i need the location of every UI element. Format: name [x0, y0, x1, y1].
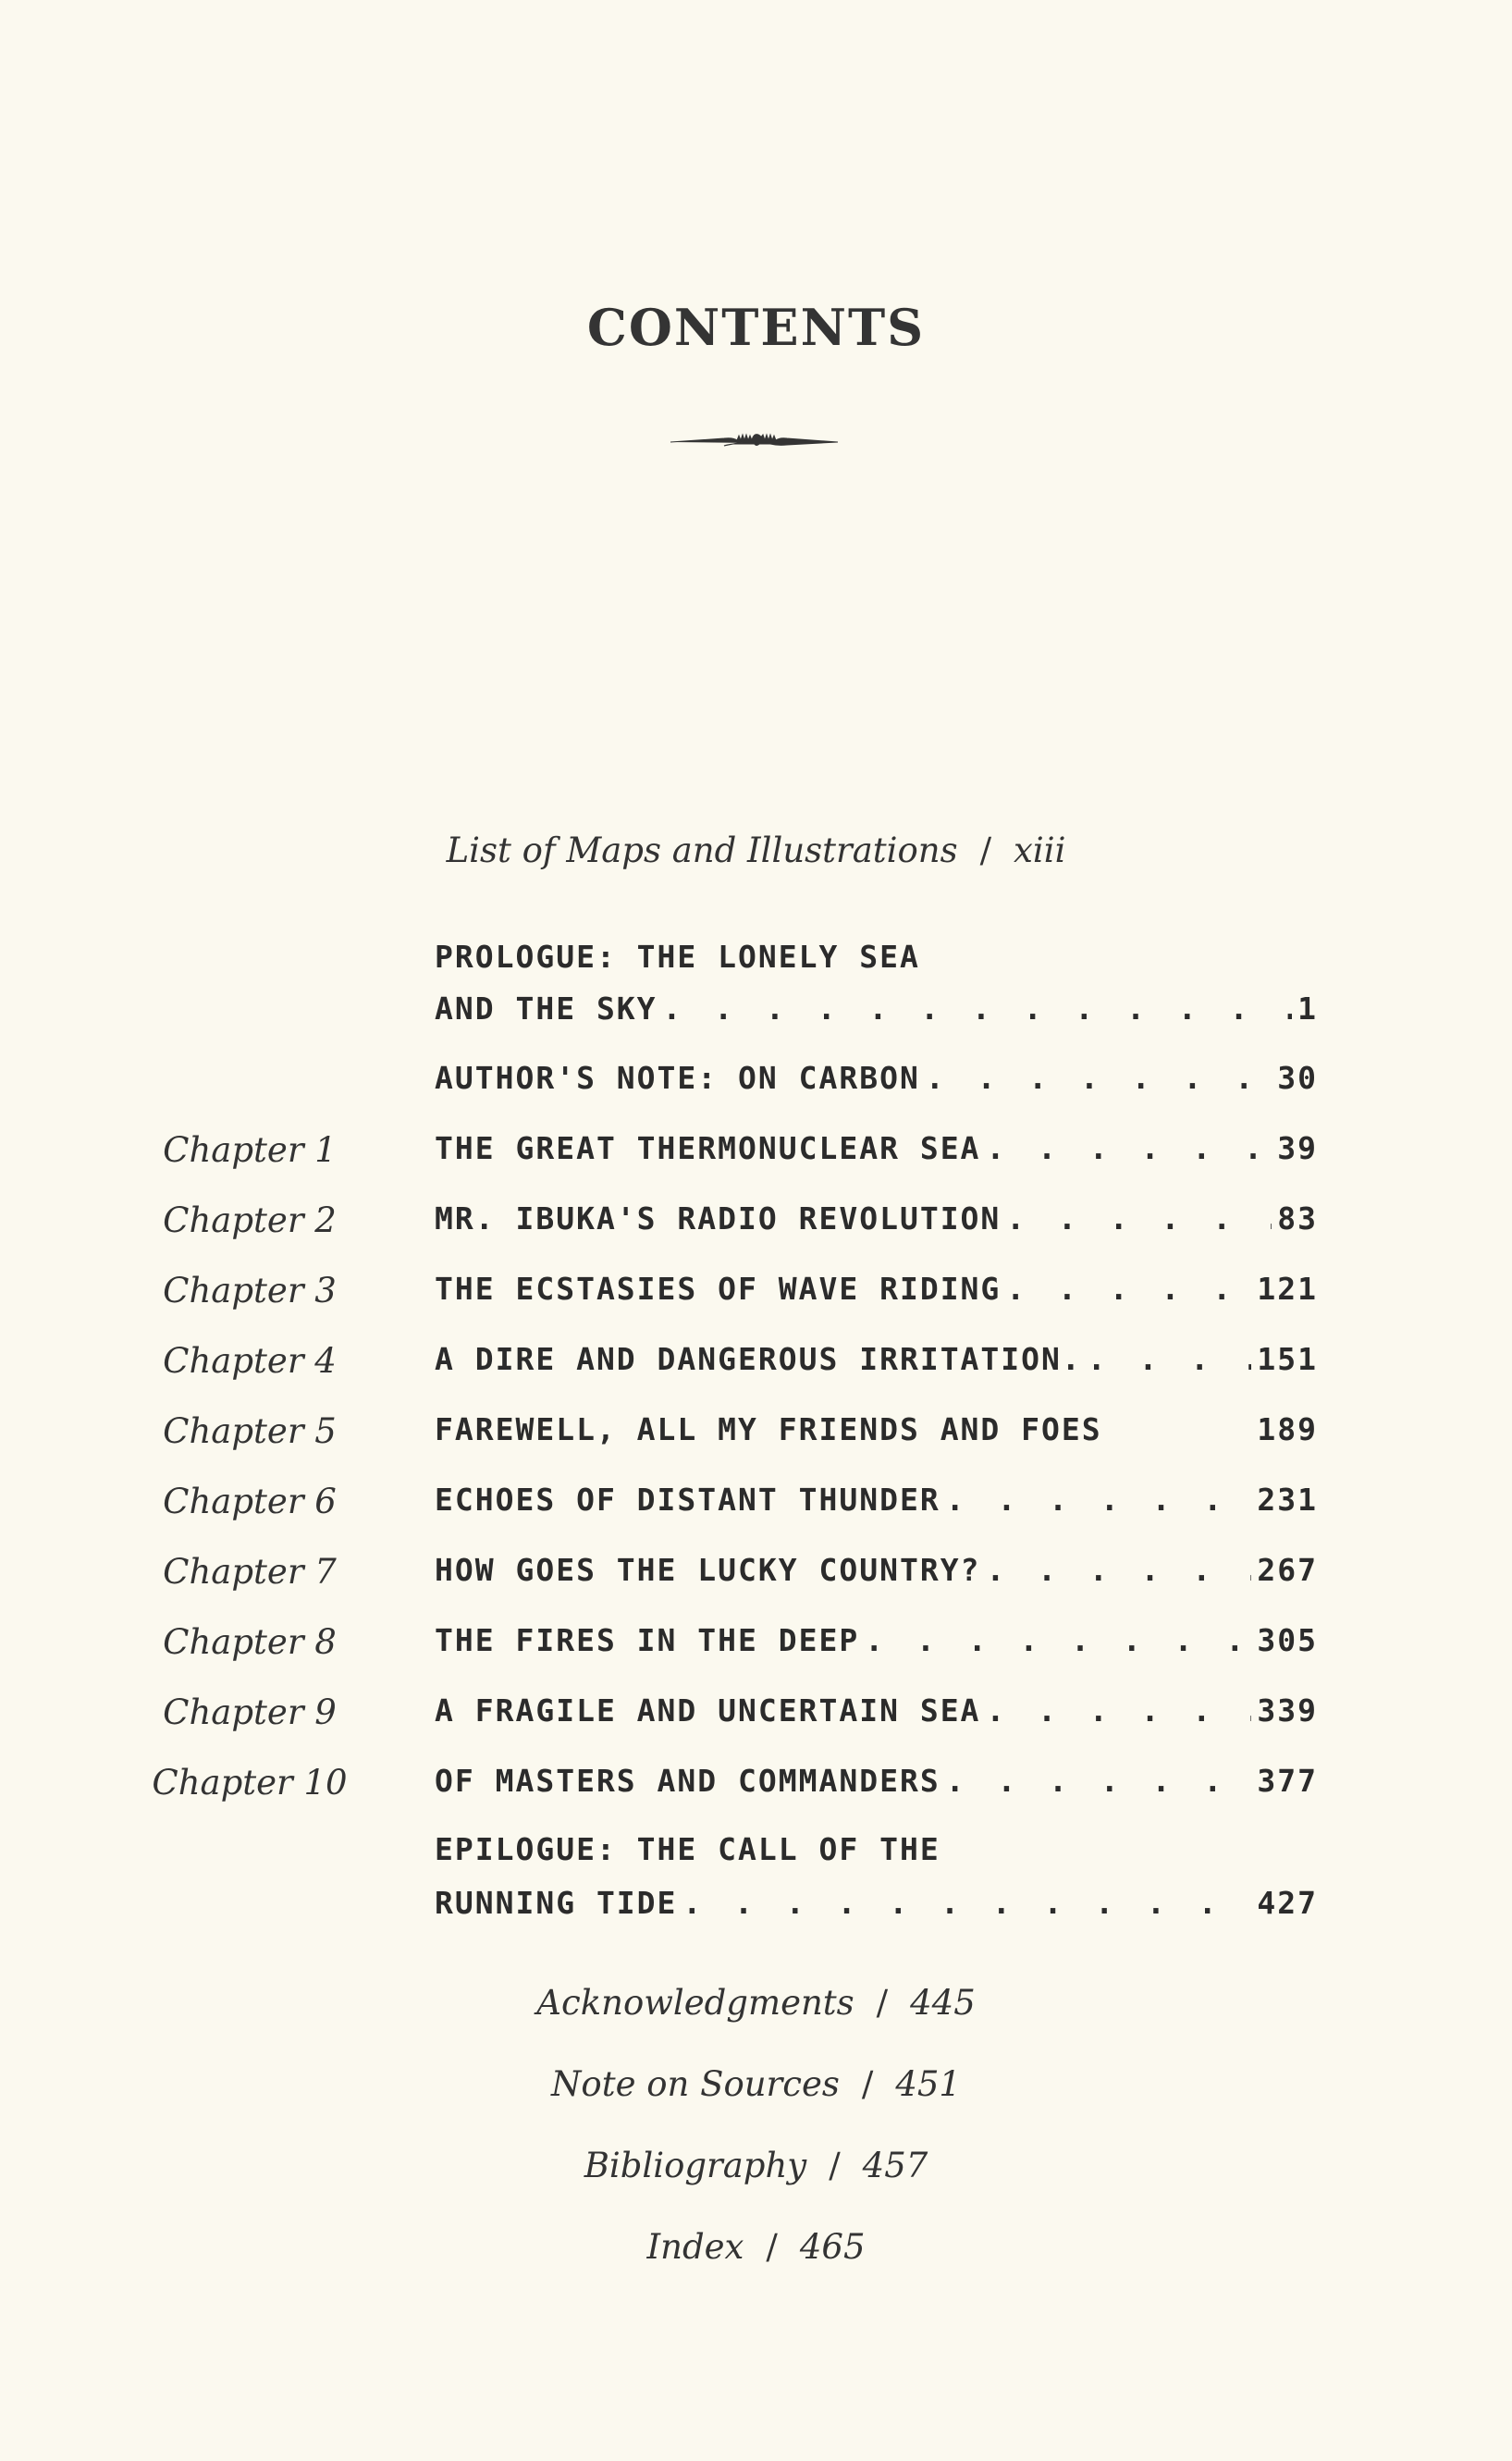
back-separator: / — [766, 2227, 778, 2267]
toc-entry-authors-note — [435, 1058, 1318, 1099]
chapter-label: Chapter 2 — [163, 1200, 337, 1240]
chapter-title: ECHOES OF DISTANT THUNDER — [435, 1482, 940, 1518]
dot-leader — [926, 1058, 1272, 1099]
chapter-title: MR. IBUKA'S RADIO REVOLUTION — [435, 1200, 1002, 1237]
chapter-page: 189 — [1257, 1411, 1318, 1447]
chapter-title: THE FIRES IN THE DEEP — [435, 1622, 860, 1658]
chapter-label: Chapter 10 — [152, 1763, 348, 1803]
toc-entry-prologue — [435, 989, 1318, 1029]
dot-leader — [946, 1480, 1252, 1520]
toc-back-matter-item — [0, 2146, 1512, 2185]
chapter-page: 377 — [1257, 1763, 1318, 1799]
back-label: Bibliography — [584, 2146, 807, 2185]
prologue-title-line2: AND THE SKY — [435, 991, 658, 1027]
toc-back-matter-item — [0, 1983, 1512, 2023]
chapter-title: THE ECSTASIES OF WAVE RIDING — [435, 1271, 1002, 1307]
toc-entry-chapter — [435, 1550, 1318, 1591]
dot-leader — [682, 1883, 1251, 1924]
chapter-page: 305 — [1257, 1622, 1318, 1658]
back-page: 445 — [910, 1983, 976, 2023]
chapter-page: 231 — [1257, 1482, 1318, 1518]
chapter-label: Chapter 6 — [163, 1482, 337, 1521]
chapter-page: 121 — [1257, 1271, 1318, 1307]
back-page: 457 — [862, 2146, 928, 2185]
dot-leader — [1006, 1199, 1272, 1239]
chapter-label: Chapter 5 — [163, 1411, 337, 1451]
page-title: CONTENTS — [586, 298, 926, 357]
toc-entry-chapter — [435, 1761, 1318, 1802]
chapter-title: OF MASTERS AND COMMANDERS — [435, 1763, 940, 1799]
chapter-label: Chapter 3 — [163, 1271, 337, 1310]
toc-entry-chapter — [435, 1620, 1318, 1661]
ornament-divider-icon — [669, 427, 840, 455]
dot-leader — [865, 1620, 1251, 1661]
chapter-label: Chapter 9 — [163, 1692, 337, 1732]
back-label: Index — [646, 2227, 744, 2267]
epilogue-page: 427 — [1257, 1885, 1318, 1921]
chapter-label: Chapter 7 — [163, 1552, 337, 1592]
toc-entry-chapter — [435, 1409, 1318, 1450]
back-page: 465 — [799, 2227, 866, 2267]
back-separator: / — [861, 2064, 874, 2104]
toc-back-matter-item — [0, 2227, 1512, 2267]
front-separator: / — [979, 831, 992, 870]
toc-entry-chapter — [435, 1128, 1318, 1169]
dot-leader — [986, 1550, 1251, 1591]
toc-entry-chapter — [435, 1199, 1318, 1239]
chapter-title: A DIRE AND DANGEROUS IRRITATION. — [435, 1341, 1082, 1377]
dot-leader — [946, 1761, 1252, 1802]
chapter-label: Chapter 8 — [163, 1622, 337, 1662]
toc-entry-epilogue — [435, 1883, 1318, 1924]
toc-front-matter — [0, 831, 1512, 870]
authors-note-page: 30 — [1277, 1060, 1318, 1096]
chapter-page: 151 — [1257, 1341, 1318, 1377]
back-label: Note on Sources — [551, 2064, 840, 2104]
back-separator: / — [876, 1983, 889, 2023]
back-label: Acknowledgments — [536, 1983, 854, 2023]
authors-note-title: AUTHOR'S NOTE: ON CARBON — [435, 1060, 920, 1096]
back-page: 451 — [895, 2064, 961, 2104]
chapter-label: Chapter 4 — [163, 1341, 337, 1381]
dot-leader — [663, 989, 1293, 1029]
chapter-page: 83 — [1277, 1200, 1318, 1237]
chapter-label: Chapter 1 — [163, 1130, 337, 1170]
prologue-page: 1 — [1297, 991, 1318, 1027]
dot-leader — [1006, 1269, 1251, 1310]
prologue-title-line1: PROLOGUE: THE LONELY SEA — [435, 939, 920, 975]
back-separator: / — [829, 2146, 841, 2185]
front-label: List of Maps and Illustrations — [446, 831, 958, 870]
toc-entry-chapter — [435, 1691, 1318, 1731]
chapter-title: FAREWELL, ALL MY FRIENDS AND FOES — [435, 1411, 1102, 1447]
chapter-page: 267 — [1257, 1552, 1318, 1588]
toc-entry-chapter — [435, 1269, 1318, 1310]
chapter-page: 39 — [1277, 1130, 1318, 1166]
chapter-title: A FRAGILE AND UNCERTAIN SEA — [435, 1692, 981, 1729]
dot-leader — [986, 1691, 1251, 1731]
front-page: xiii — [1014, 831, 1066, 870]
dot-leader — [986, 1128, 1272, 1169]
toc-entry-chapter — [435, 1480, 1318, 1520]
epilogue-title-line1: EPILOGUE: THE CALL OF THE — [435, 1831, 940, 1867]
chapter-title: THE GREAT THERMONUCLEAR SEA — [435, 1130, 981, 1166]
epilogue-title-line2: RUNNING TIDE — [435, 1885, 678, 1921]
toc-entry-chapter — [435, 1339, 1318, 1380]
chapter-page: 339 — [1257, 1692, 1318, 1729]
chapter-title: HOW GOES THE LUCKY COUNTRY? — [435, 1552, 981, 1588]
toc-back-matter-item — [0, 2064, 1512, 2104]
dot-leader — [1088, 1339, 1252, 1380]
